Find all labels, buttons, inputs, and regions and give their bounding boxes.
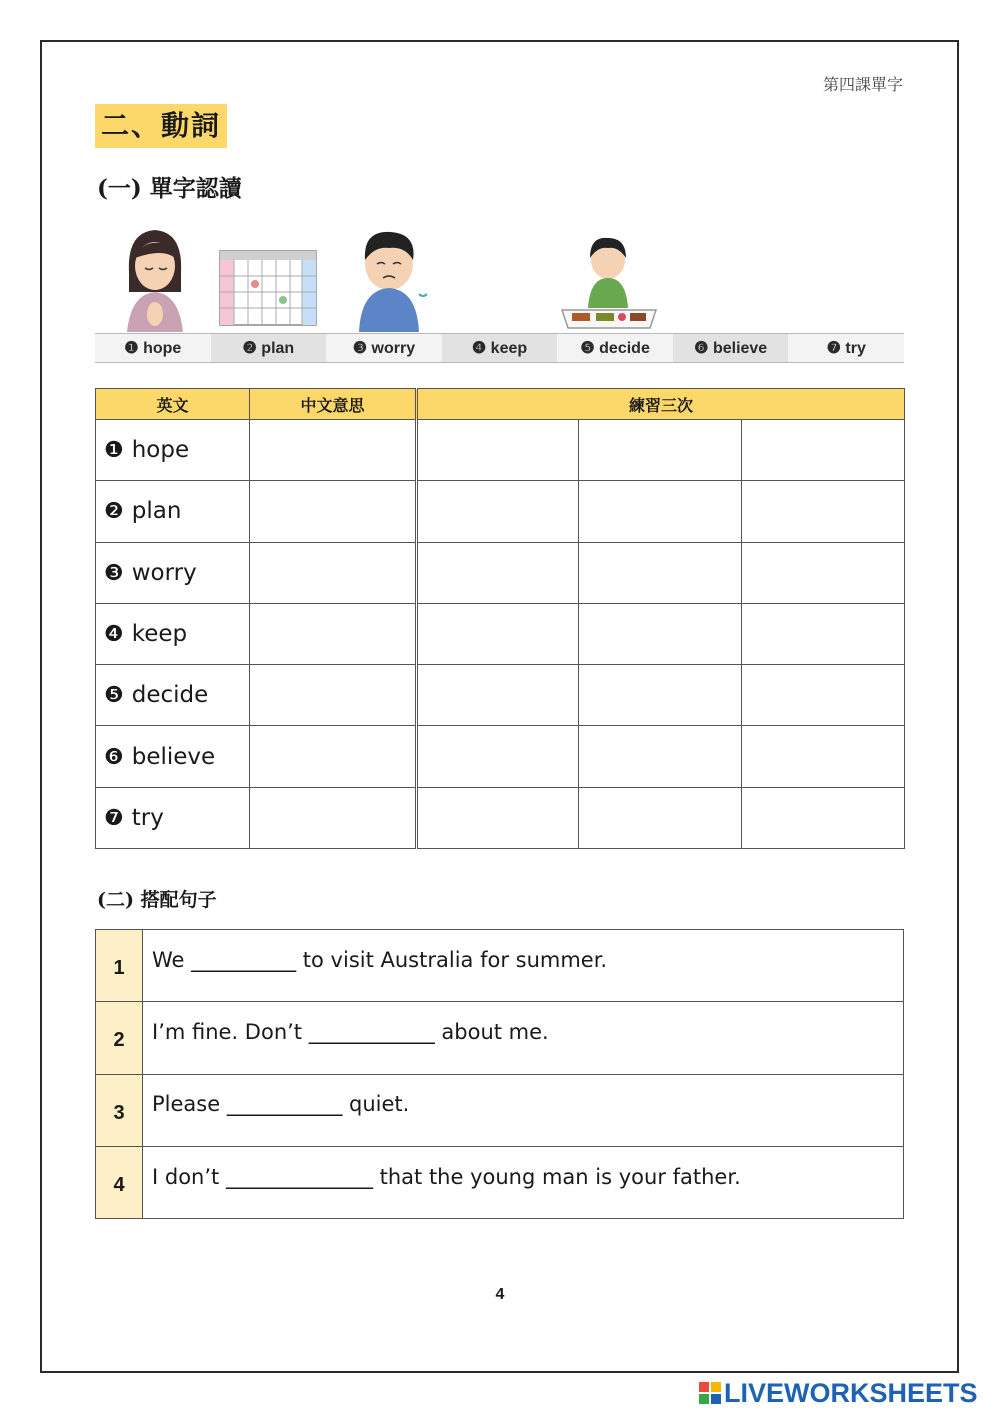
chinese-answer-cell[interactable] <box>250 787 417 848</box>
practice-cell[interactable] <box>742 542 905 603</box>
table-row <box>96 420 905 481</box>
sentence-text[interactable]: I’m fine. Don’t ____________ about me. <box>143 1002 904 1074</box>
sentence-row <box>96 1146 904 1218</box>
word-strip <box>95 333 904 363</box>
header-chinese-meaning: 中文意思 <box>250 389 417 420</box>
word-strip-item: ❹ keep <box>442 334 558 362</box>
worried-boy-illustration <box>353 224 429 332</box>
practice-cell[interactable] <box>417 420 579 481</box>
sentence-row <box>96 1074 904 1146</box>
sentence-row <box>96 1002 904 1074</box>
practice-cell[interactable] <box>579 481 742 542</box>
footer-brand[interactable] <box>698 1377 978 1409</box>
number-badge: ❸ <box>104 560 124 586</box>
sentence-text[interactable]: I don’t ______________ that the young man is your father. <box>143 1146 904 1218</box>
header-practice-three-times: 練習三次 <box>417 389 905 420</box>
section-title: 二、動詞 <box>95 104 227 148</box>
number-badge: ❹ <box>104 622 124 648</box>
number-badge: ❺ <box>104 683 124 709</box>
chinese-answer-cell[interactable] <box>250 726 417 787</box>
table-row <box>96 726 905 787</box>
word-strip-item: ❼ try <box>788 334 904 362</box>
practice-cell[interactable] <box>417 481 579 542</box>
practice-cell[interactable] <box>417 787 579 848</box>
practice-cell[interactable] <box>579 726 742 787</box>
practice-cell[interactable] <box>579 420 742 481</box>
english-word: try <box>131 804 164 831</box>
table-row <box>96 542 905 603</box>
practice-cell[interactable] <box>579 665 742 726</box>
practice-cell[interactable] <box>742 665 905 726</box>
number-badge: ❻ <box>104 744 124 770</box>
practice-cell[interactable] <box>742 787 905 848</box>
sentence-text[interactable]: We __________ to visit Australia for summer. <box>143 930 904 1002</box>
hoping-woman-illustration <box>123 222 187 332</box>
word-cell <box>96 481 250 542</box>
practice-cell[interactable] <box>579 787 742 848</box>
subtitle-word-reading: (一) 單字認讀 <box>97 175 242 202</box>
practice-cell[interactable] <box>742 420 905 481</box>
chinese-answer-cell[interactable] <box>250 665 417 726</box>
header-english: 英文 <box>96 389 250 420</box>
sentence-table <box>95 929 904 1219</box>
practice-cell[interactable] <box>417 726 579 787</box>
sentence-number: 4 <box>96 1146 143 1218</box>
word-strip-item: ❷ plan <box>211 334 327 362</box>
practice-cell[interactable] <box>579 603 742 664</box>
practice-cell[interactable] <box>417 665 579 726</box>
chinese-answer-cell[interactable] <box>250 603 417 664</box>
brand-name: LIVEWORKSHEETS <box>724 1377 978 1408</box>
practice-cell[interactable] <box>742 481 905 542</box>
english-word: plan <box>131 498 182 525</box>
number-badge: ❼ <box>104 805 124 831</box>
table-row <box>96 665 905 726</box>
deciding-boy-illustration <box>560 230 658 332</box>
chinese-answer-cell[interactable] <box>250 481 417 542</box>
english-word: worry <box>131 559 197 586</box>
english-word: keep <box>131 621 188 648</box>
liveworksheets-logo-icon <box>698 1381 722 1405</box>
illustration-row <box>95 220 904 332</box>
word-cell <box>96 726 250 787</box>
word-cell <box>96 542 250 603</box>
practice-cell[interactable] <box>579 542 742 603</box>
word-cell <box>96 665 250 726</box>
practice-cell[interactable] <box>417 603 579 664</box>
word-strip-item: ❺ decide <box>557 334 673 362</box>
sentence-number: 3 <box>96 1074 143 1146</box>
word-cell <box>96 603 250 664</box>
table-row <box>96 603 905 664</box>
practice-cell[interactable] <box>742 726 905 787</box>
number-badge: ❷ <box>104 499 124 525</box>
table-row <box>96 481 905 542</box>
english-word: believe <box>131 743 216 770</box>
vocabulary-table <box>95 388 905 849</box>
word-strip-item: ❻ believe <box>673 334 789 362</box>
practice-cell[interactable] <box>417 542 579 603</box>
lesson-label: 第四課單字 <box>822 75 903 94</box>
calendar-illustration <box>219 250 317 326</box>
chinese-answer-cell[interactable] <box>250 542 417 603</box>
word-strip-item: ❶ hope <box>95 334 211 362</box>
word-cell <box>96 787 250 848</box>
table-row <box>96 787 905 848</box>
english-word: decide <box>131 682 209 709</box>
sentence-number: 1 <box>96 930 143 1002</box>
word-strip-item: ❸ worry <box>326 334 442 362</box>
english-word: hope <box>131 437 190 464</box>
page-number: 4 <box>495 1286 505 1303</box>
sentence-number: 2 <box>96 1002 143 1074</box>
practice-cell[interactable] <box>742 603 905 664</box>
word-cell <box>96 420 250 481</box>
sentence-row <box>96 930 904 1002</box>
sentence-text[interactable]: Please ___________ quiet. <box>143 1074 904 1146</box>
chinese-answer-cell[interactable] <box>250 420 417 481</box>
subtitle-matching-sentences: (二) 搭配句子 <box>97 889 217 911</box>
number-badge: ❶ <box>104 438 124 464</box>
